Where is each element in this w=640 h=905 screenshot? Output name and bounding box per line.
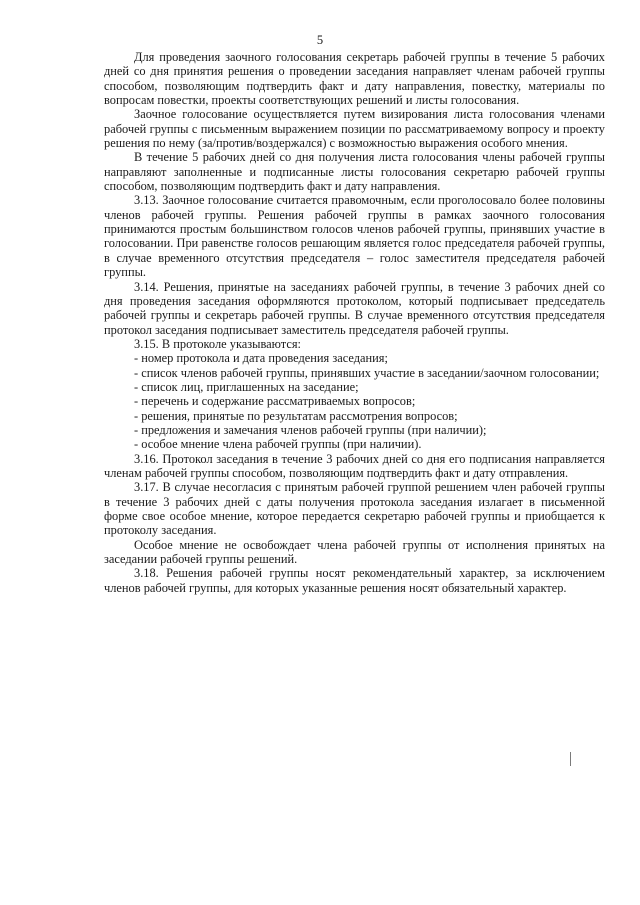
list-item: - список членов рабочей группы, принявших участие в заседании/заочном голосовании; — [134, 365, 600, 380]
list-item: - предложения и замечания членов рабочей группы (при наличии); — [134, 422, 487, 437]
list-item: - номер протокола и дата проведения заседания; — [134, 351, 388, 366]
paragraph-3-13: 3.13. Заочное голосование считается правомочным, если проголосовало более половины членов рабочей группы. Решения рабочей группы в рамках заочного голосования принимаются простым большинством голосов членов рабочей группы, принявших участие в голосовании. При равенстве голосов решающим является голос председателя рабочей группы, в случае временного отсутствия председателя – голос заместителя председателя рабочей группы. — [104, 193, 605, 280]
paragraph-3-17: 3.17. В случае несогласия с принятым рабочей группой решением член рабочей группы в течение 3 рабочих дней с даты получения протокола заседания излагает в письменной форме свое особое мнение, которое передается секретарю рабочей группы и приобщается к протоколу заседания. — [104, 480, 605, 538]
paragraph-3-15: 3.15. В протоколе указываются: — [134, 336, 301, 351]
paragraph-3-14: 3.14. Решения, принятые на заседаниях рабочей группы, в течение 3 рабочих дней со дня проведения заседания оформляются протоколом, который подписывает председатель рабочей группы и секретарь рабочей группы. В случае временного отсутствия председателя протокол заседания подписывает заместитель председателя рабочей группы. — [104, 279, 605, 337]
paragraph-correspondence-voting-procedure: Для проведения заочного голосования секретарь рабочей группы в течение 5 рабочих дней со дня принятия решения о проведении заседания направляет членам рабочей группы способом, позволяющим подтвердить факт и дату направления, повестку, материалы по вопросам повестки, проекты соответствующих решений и листы голосования. — [104, 50, 605, 108]
list-item: - особое мнение члена рабочей группы (при наличии). — [134, 437, 422, 452]
document-body — [104, 50, 605, 595]
page-number: 5 — [316, 33, 324, 47]
scan-margin-mark — [570, 752, 571, 766]
paragraph-special-opinion: Особое мнение не освобождает члена рабочей группы от исполнения принятых на заседании рабочей группы решений. — [104, 537, 605, 567]
paragraph-3-16: 3.16. Протокол заседания в течение 3 рабочих дней со дня его подписания направляется членам рабочей группы способом, позволяющим подтвердить факт и дату отправления. — [104, 451, 605, 480]
list-item: - перечень и содержание рассматриваемых вопросов; — [134, 394, 416, 409]
paragraph-voting-sheets-return: В течение 5 рабочих дней со дня получения листа голосования члены рабочей группы направляют заполненные и подписанные листы голосования секретарю рабочей группы способом, позволяющим подтвердить факт и дату направления. — [104, 150, 605, 194]
list-item: - список лиц, приглашенных на заседание; — [134, 379, 359, 394]
paragraph-3-18: 3.18. Решения рабочей группы носят рекомендательный характер, за исключением членов рабочей группы, для которых указанные решения носят обязательный характер. — [104, 566, 605, 595]
paragraph-correspondence-voting-method: Заочное голосование осуществляется путем визирования листа голосования членами рабочей группы с письменным выражением позиции по рассматриваемому вопросу и проекту решения по нему (за/против/воздержался) с возможностью выражения особого мнения. — [104, 107, 605, 151]
list-item: - решения, принятые по результатам рассмотрения вопросов; — [134, 408, 458, 423]
